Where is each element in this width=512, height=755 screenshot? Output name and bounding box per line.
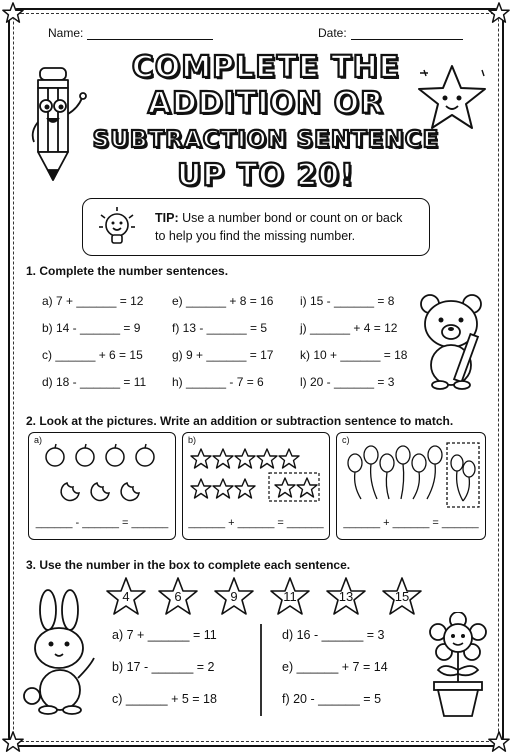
box-label-a: a) [34, 435, 43, 445]
worksheet-title [80, 50, 452, 194]
corner-star-icon [2, 2, 24, 24]
number-value: 11 [283, 589, 297, 604]
tip-line-2: to help you find the missing number. [155, 229, 356, 243]
name-label: Name: [48, 26, 84, 40]
picture-box-b [182, 432, 330, 540]
number-value: 6 [174, 589, 182, 604]
number-star-15 [380, 576, 424, 618]
title-line-2: ADDITION OR [147, 86, 385, 121]
tip-line-1: Use a number bond or count on or back [178, 211, 403, 225]
title-line-4: UP TO 20! [177, 158, 355, 193]
problem-d[interactable]: d) 18 - ______ = 11 [42, 375, 147, 389]
number-value: 9 [230, 589, 238, 604]
box-label-c: c) [342, 435, 350, 445]
corner-star-icon [488, 731, 510, 753]
problem-3a[interactable]: a) 7 + ______ = 11 [112, 628, 217, 642]
problem-c[interactable]: c) ______ + 6 = 15 [42, 348, 143, 362]
problem-3b[interactable]: b) 17 - ______ = 2 [112, 660, 215, 674]
number-star-6 [156, 576, 200, 618]
box-label-b: b) [188, 435, 197, 445]
problem-h[interactable]: h) ______ - 7 = 6 [172, 375, 264, 389]
column-divider [260, 624, 262, 716]
tip-text [155, 209, 425, 245]
equation-line-a[interactable]: ______ - ______ = ______ [35, 517, 169, 529]
number-star-9 [212, 576, 256, 618]
bear-with-pencil-icon [416, 290, 490, 390]
problem-i[interactable]: i) 15 - ______ = 8 [300, 294, 395, 308]
number-value: 13 [338, 589, 354, 604]
tip-label: TIP: [155, 211, 179, 225]
date-label: Date: [318, 26, 347, 40]
number-star-4 [104, 576, 148, 618]
equation-line-b[interactable]: ______ + ______ = ______ [188, 517, 324, 529]
tip-box [82, 198, 430, 256]
problem-g[interactable]: g) 9 + ______ = 17 [172, 348, 274, 362]
problem-b[interactable]: b) 14 - ______ = 9 [42, 321, 141, 335]
number-star-11 [268, 576, 312, 618]
stars-icon [189, 443, 325, 507]
balloons-icon [343, 441, 481, 511]
number-star-13 [324, 576, 368, 618]
date-field[interactable] [318, 26, 463, 40]
problem-e[interactable]: e) ______ + 8 = 16 [172, 294, 274, 308]
problem-3e[interactable]: e) ______ + 7 = 14 [282, 660, 388, 674]
problem-l[interactable]: l) 20 - ______ = 3 [300, 375, 395, 389]
picture-box-c [336, 432, 486, 540]
lightbulb-icon [97, 205, 137, 251]
problem-3d[interactable]: d) 16 - ______ = 3 [282, 628, 385, 642]
section-1-heading: 1. Complete the number sentences. [26, 264, 229, 278]
apples-icon [41, 443, 165, 507]
title-line-1: COMPLETE THE [131, 50, 401, 85]
number-value: 15 [394, 589, 410, 604]
bunny-icon [20, 588, 102, 716]
picture-box-a [28, 432, 176, 540]
corner-star-icon [2, 731, 24, 753]
number-value: 4 [122, 589, 130, 604]
problem-a[interactable]: a) 7 + ______ = 12 [42, 294, 144, 308]
corner-star-icon [488, 2, 510, 24]
smiling-star-icon [414, 62, 490, 134]
problem-k[interactable]: k) 10 + ______ = 18 [300, 348, 408, 362]
flower-pot-icon [424, 612, 492, 718]
problem-3c[interactable]: c) ______ + 5 = 18 [112, 692, 217, 706]
section-2-heading: 2. Look at the pictures. Write an addition or subtraction sentence to match. [26, 414, 454, 428]
name-field[interactable] [48, 26, 213, 40]
equation-line-c[interactable]: ______ + ______ = ______ [343, 517, 479, 529]
problem-3f[interactable]: f) 20 - ______ = 5 [282, 692, 382, 706]
title-line-3: SUBTRACTION SENTENCE [92, 127, 440, 153]
problem-f[interactable]: f) 13 - ______ = 5 [172, 321, 268, 335]
section-3-heading: 3. Use the number in the box to complete each sentence. [26, 558, 351, 572]
problem-j[interactable]: j) ______ + 4 = 12 [300, 321, 398, 335]
